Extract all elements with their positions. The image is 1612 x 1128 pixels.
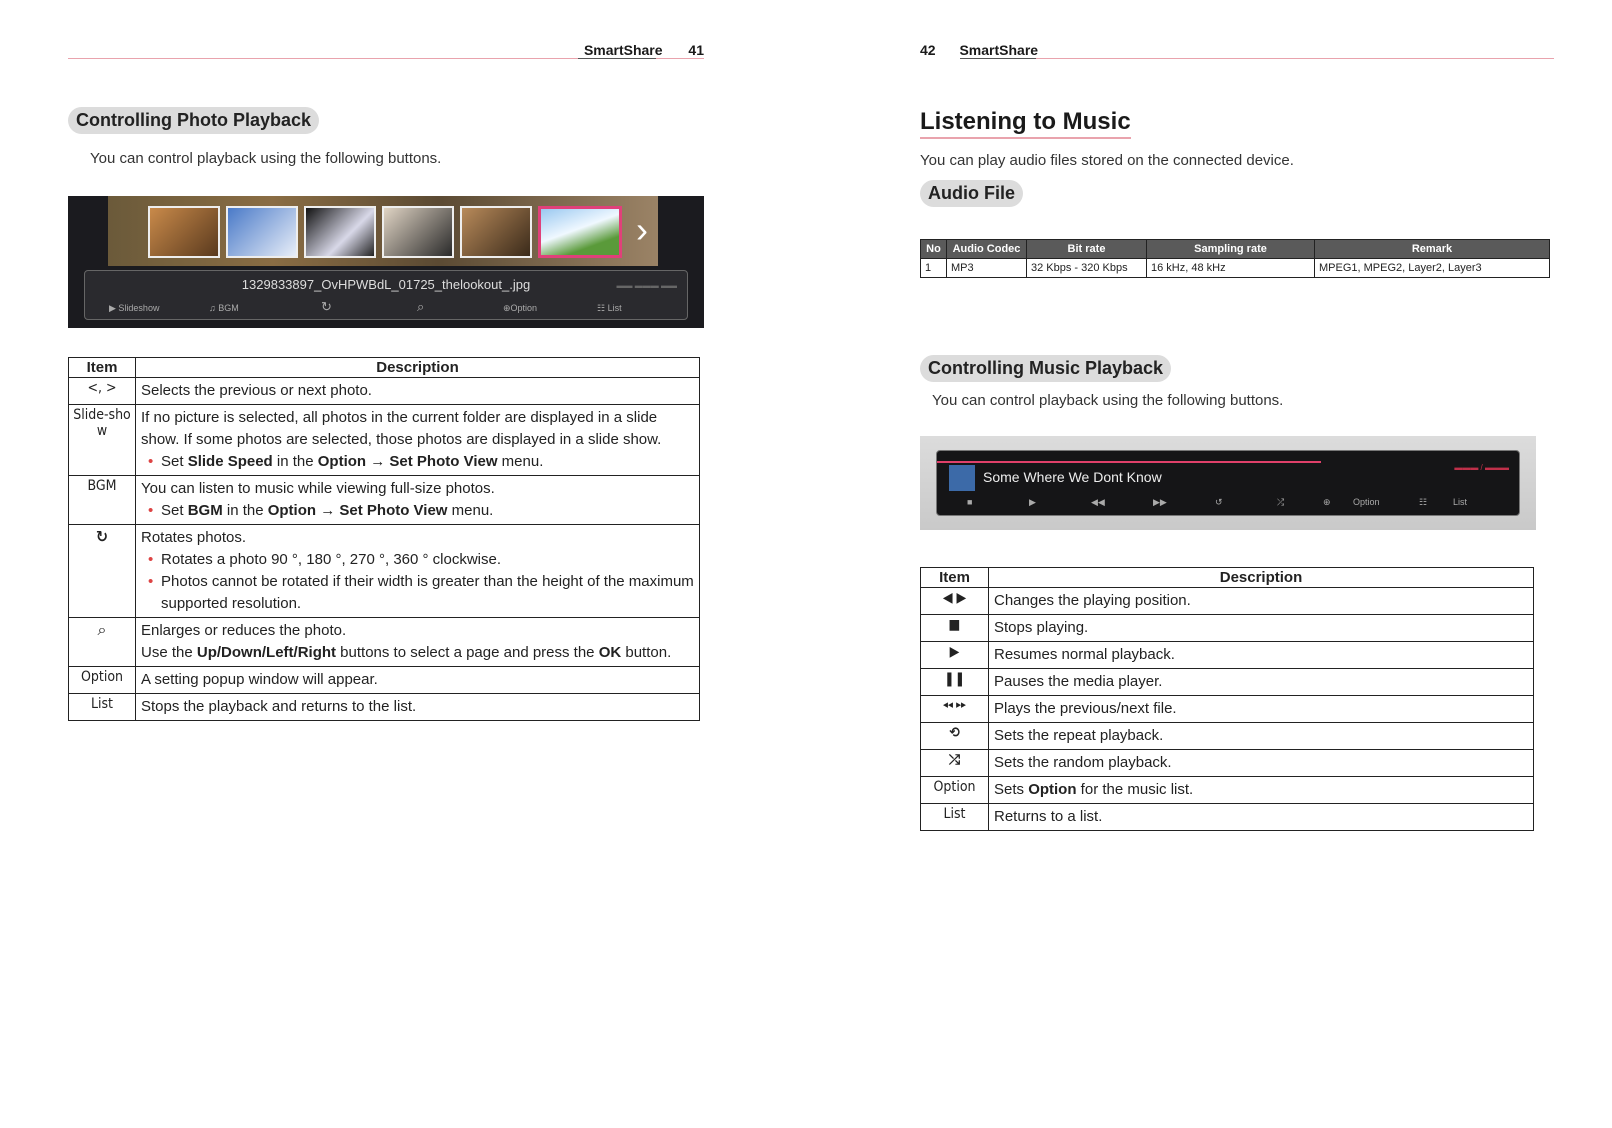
- column-header: Audio Codec: [947, 240, 1027, 259]
- option-label: Option: [1353, 497, 1380, 507]
- column-header: Description: [136, 358, 700, 378]
- text-run: →: [366, 453, 390, 470]
- bold-run: Option: [317, 453, 367, 470]
- intro-text: You can control playback using the following buttons.: [90, 150, 442, 167]
- item-cell: Option: [69, 667, 136, 694]
- option-control: ⊕Option: [503, 303, 538, 313]
- table-cell: 1: [921, 259, 947, 278]
- table-row: [69, 476, 700, 525]
- bullet-item: [141, 500, 694, 522]
- rewind-icon: ◀◀: [1091, 497, 1105, 507]
- column-header: Item: [69, 358, 136, 378]
- audio-spec-table: [920, 239, 1550, 278]
- description-cell: Changes the playing position.: [989, 588, 1534, 615]
- table-row: [69, 618, 700, 667]
- bold-run: Set Photo View: [389, 453, 498, 470]
- item-cell: Option: [921, 777, 989, 804]
- rotate-icon: ↻: [321, 299, 332, 314]
- play-icon: ▶: [1029, 497, 1036, 507]
- bold-run: BGM: [187, 502, 223, 519]
- column-header: Item: [921, 568, 989, 588]
- description-cell: A setting popup window will appear.: [136, 667, 700, 694]
- description-cell: [136, 525, 700, 618]
- page-number: 42: [920, 42, 936, 58]
- shuffle-icon: ⤮: [1277, 497, 1285, 507]
- description-cell: Stops the playback and returns to the list.: [136, 694, 700, 721]
- music-controls-table: [920, 567, 1534, 831]
- description-cell: Resumes normal playback.: [989, 642, 1534, 669]
- text-run: Use the: [141, 644, 197, 661]
- description-text: Rotates photos.: [141, 529, 247, 546]
- table-row: [69, 667, 700, 694]
- thumbnail-selected: [538, 206, 622, 258]
- section-heading: Controlling Music Playback: [920, 355, 1171, 382]
- item-cell: List: [921, 804, 989, 831]
- thumbnail: [460, 206, 532, 258]
- left-page: [68, 0, 704, 1128]
- bold-run: Up/Down/Left/Right: [196, 644, 337, 661]
- table-row: [69, 378, 700, 405]
- option-icon: ⊕: [1323, 497, 1331, 507]
- stop-icon: ■: [921, 615, 989, 642]
- text-run: for the music list.: [1076, 781, 1194, 798]
- table-row: [921, 588, 1534, 615]
- table-row: [921, 723, 1534, 750]
- table-row: [921, 642, 1534, 669]
- text-run: →: [316, 502, 340, 519]
- description-cell: Sets the random playback.: [989, 750, 1534, 777]
- column-header: Sampling rate: [1147, 240, 1315, 259]
- photo-player-screenshot: [68, 196, 704, 328]
- table-header-row: [921, 568, 1534, 588]
- music-player-screenshot: [920, 436, 1536, 530]
- photo-control-bar: [84, 270, 688, 320]
- photo-filename: 1329833897_OvHPWBdL_01725_thelookout_.jpg: [241, 277, 531, 292]
- chevron-right-icon: ›: [636, 209, 648, 250]
- intro-text: You can play audio files stored on the connected device.: [920, 152, 1294, 169]
- column-header: Remark: [1315, 240, 1550, 259]
- progress-bar: [937, 461, 1321, 463]
- item-cell: List: [69, 694, 136, 721]
- stop-icon: ■: [967, 497, 973, 507]
- running-head-right: [920, 42, 1038, 58]
- zoom-icon: ⌕: [69, 618, 136, 667]
- shuffle-icon: ⤮: [921, 750, 989, 777]
- photo-meta: ▬▬ ▬▬▬ ▬▬: [616, 281, 677, 290]
- time-readout: ▬▬▬ / ▬▬▬: [1454, 463, 1509, 472]
- bold-run: Slide Speed: [187, 453, 273, 470]
- text-run: menu.: [497, 453, 544, 470]
- thumbnail: [226, 206, 298, 258]
- description-cell: Selects the previous or next photo.: [136, 378, 700, 405]
- header-rule-accent: [960, 58, 1036, 59]
- music-control-bar: [936, 450, 1520, 516]
- bullet-item: • Photos cannot be rotated if their width is greater than the height of the maximum supported resolution.: [141, 571, 694, 615]
- text-run: buttons to select a page and press the: [336, 644, 599, 661]
- description-cell: [989, 777, 1534, 804]
- pause-icon: ❚❚: [921, 669, 989, 696]
- right-page: [920, 0, 1554, 1128]
- description-cell: [136, 476, 700, 525]
- thumbnail: [148, 206, 220, 258]
- table-cell: 32 Kbps - 320 Kbps: [1027, 259, 1147, 278]
- song-title: Some Where We Dont Know: [983, 469, 1162, 485]
- description-cell: Pauses the media player.: [989, 669, 1534, 696]
- description-cell: Sets the repeat playback.: [989, 723, 1534, 750]
- music-note-icon: [949, 465, 975, 491]
- text-run: Sets: [994, 781, 1029, 798]
- bullet-item: [141, 451, 694, 473]
- column-header: No: [921, 240, 947, 259]
- table-cell: MPEG1, MPEG2, Layer2, Layer3: [1315, 259, 1550, 278]
- text-run: Set: [161, 502, 188, 519]
- description-cell: [136, 405, 700, 476]
- play-icon: ▶: [921, 642, 989, 669]
- section-heading: Audio File: [920, 180, 1023, 207]
- table-cell: MP3: [947, 259, 1027, 278]
- intro-text: You can control playback using the following buttons.: [932, 392, 1284, 409]
- bold-run: Option: [267, 502, 317, 519]
- fast-forward-icon: ▶▶: [1153, 497, 1167, 507]
- list-control: ☷ List: [597, 303, 622, 313]
- seek-icon: ◀ ▶: [921, 588, 989, 615]
- zoom-icon: ⌕: [417, 299, 425, 314]
- header-rule-accent: [578, 58, 656, 59]
- bold-run: Option: [1028, 781, 1077, 798]
- description-text: If no picture is selected, all photos in the current folder are displayed in a slide show. If some photos are selected, those photos are displayed in a slide show.: [141, 409, 662, 448]
- bold-run: OK: [598, 644, 622, 661]
- header-rule: [960, 58, 1554, 59]
- photo-controls-table: [68, 357, 700, 721]
- text-run: menu.: [447, 502, 494, 519]
- repeat-icon: ⟲: [921, 723, 989, 750]
- table-row: [921, 696, 1534, 723]
- text-run: in the: [272, 453, 318, 470]
- bgm-control: ♫ BGM: [209, 303, 239, 313]
- table-row: [921, 804, 1534, 831]
- table-row: [921, 259, 1550, 278]
- table-cell: 16 kHz, 48 kHz: [1147, 259, 1315, 278]
- item-cell: BGM: [69, 476, 136, 525]
- running-head-left: [584, 42, 704, 58]
- text-run: button.: [621, 644, 672, 661]
- description-cell: Plays the previous/next file.: [989, 696, 1534, 723]
- rotate-icon: ↻: [69, 525, 136, 618]
- list-label: List: [1453, 497, 1468, 507]
- description-cell: Stops playing.: [989, 615, 1534, 642]
- text-run: Set: [161, 453, 188, 470]
- table-row: [921, 750, 1534, 777]
- table-row: [69, 694, 700, 721]
- description-cell: Returns to a list.: [989, 804, 1534, 831]
- running-head-section: SmartShare: [959, 42, 1039, 58]
- thumbnail: [382, 206, 454, 258]
- page-title: Listening to Music: [920, 108, 1131, 135]
- thumbnail: [304, 206, 376, 258]
- page-number: 41: [688, 42, 704, 58]
- description-cell: [136, 618, 700, 667]
- text-run: in the: [222, 502, 268, 519]
- item-cell: <, >: [69, 378, 136, 405]
- table-row: [69, 525, 700, 618]
- thumbnail-strip: [108, 196, 658, 266]
- prev-next-icon: ◂◂ ▸▸: [921, 696, 989, 723]
- list-icon: ☷: [1419, 497, 1428, 507]
- repeat-icon: ↺: [1215, 497, 1223, 507]
- table-row: [921, 669, 1534, 696]
- table-header-row: [69, 358, 700, 378]
- table-header-row: [921, 240, 1550, 259]
- column-header: Description: [989, 568, 1534, 588]
- running-head-section: SmartShare: [583, 42, 663, 58]
- description-text: [141, 642, 694, 664]
- table-row: [921, 777, 1534, 804]
- column-header: Bit rate: [1027, 240, 1147, 259]
- table-row: [69, 405, 700, 476]
- slideshow-control: ▶ Slideshow: [109, 303, 160, 313]
- bullet-item: • Rotates a photo 90 °, 180 °, 270 °, 360 ° clockwise.: [141, 549, 694, 571]
- item-cell: Slide-show: [69, 405, 136, 476]
- section-heading: Controlling Photo Playback: [68, 107, 319, 134]
- table-row: [921, 615, 1534, 642]
- description-text: Enlarges or reduces the photo.: [141, 622, 347, 639]
- description-text: You can listen to music while viewing full-size photos.: [141, 480, 495, 497]
- bold-run: Set Photo View: [339, 502, 448, 519]
